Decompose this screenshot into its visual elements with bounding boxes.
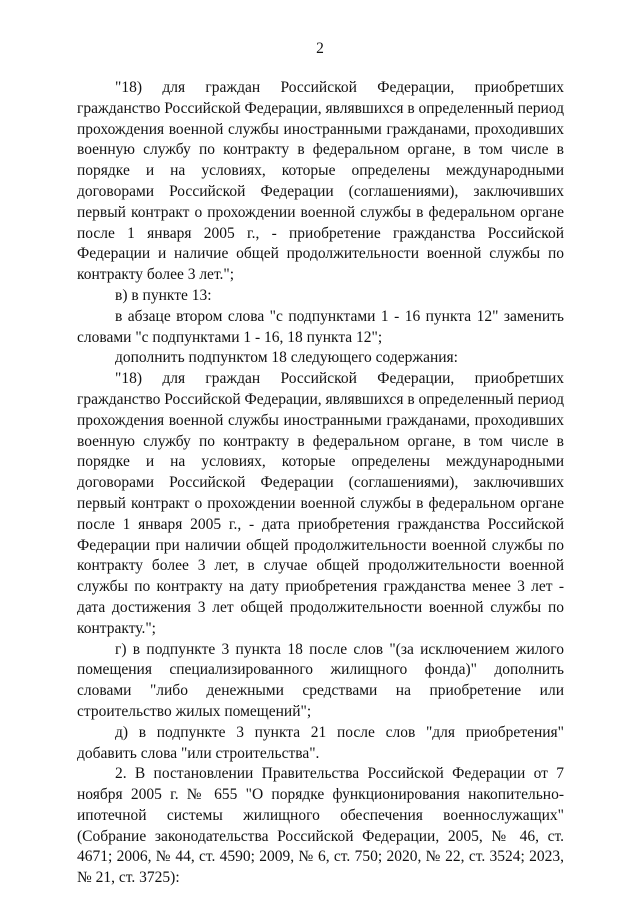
paragraph-replace-words: в абзаце втором слова "с подпунктами 1 - 16 пункта 12" заменить словами "с подпунктами 1 - 16, 18 пункта 12"; [77,307,564,346]
paragraph-add-item-18: дополнить подпунктом 18 следующего содержания: [115,349,458,367]
paragraph-subitem-d: д) в подпункте 3 пункта 21 после слов "для приобретения" добавить слова "или строительства". [77,723,564,762]
paragraph-quoted-item-18-first: "18) для граждан Российской Федерации, приобретших гражданство Российской Федерации, являвшихся в определенный период прохождения военной службы иностранными гражданами, проходивших военную службу по контракту в федеральном органе, в том числе в порядке и на условиях, которые определены международными договорами Российской Федерации (соглашениями), заключивших первый контракт о прохождении военной службы в федеральном органе после 1 января 2005 г., - приобретение гражданства Российской Федерации и наличие общей продолжительности военной службы по контракту более 3 лет."; [77,79,564,284]
paragraph-subitem-g: г) в подпункте 3 пункта 18 после слов "(за исключением жилого помещения специализированного жилищного фонда)" дополнить словами "либо денежными средствами на приобретение или строительство жилых помещений"; [77,640,564,720]
page-number: 2 [316,40,324,57]
paragraph-quoted-item-18-second: "18) для граждан Российской Федерации, приобретших гражданство Российской Федерации, являвшихся в определенный период прохождения военной службы иностранными гражданами, проходивших военную службу по контракту в федеральном органе, в том числе в порядке и на условиях, которые определены международными договорами Российской Федерации (соглашениями), заключивших первый контракт о прохождении военной службы в федеральном органе после 1 января 2005 г., - дата приобретения гражданства Российской Федерации при наличии общей продолжительности военной службы по контракту более 3 лет, в случае общей продолжительности военной службы по контракту на дату приобретения гражданства менее 3 лет - дата достижения 3 лет общей продолжительности военной службы по контракту."; [77,370,564,637]
paragraph-section-2: 2. В постановлении Правительства Российской Федерации от 7 ноября 2005 г. № 655 "О порядке функционирования накопительно-ипотечной системы жилищного обеспечения военнослужащих" (Собрание законодательства Российской Федерации, 2005, № 46, ст. 4671; 2006, № 44, ст. 4590; 2009, № 6, ст. 750; 2020, № 22, ст. 3524; 2023, № 21, ст. 3725): [77,765,564,887]
document-body [77,78,564,889]
paragraph-subitem-v: в) в пункте 13: [115,286,212,304]
